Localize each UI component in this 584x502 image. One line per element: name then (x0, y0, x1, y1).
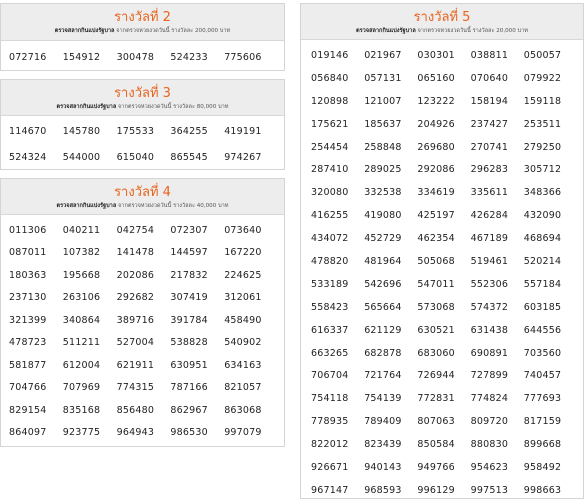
prize-number: 279250 (523, 141, 562, 153)
prize-number: 511211 (62, 337, 101, 349)
prize-number: 864097 (9, 427, 47, 439)
prize-2-sub-text: จากตรวจหวยงวดวันนี้ รางวัลละ 200,000 บาท (116, 28, 231, 34)
prize-3-numbers (1, 116, 284, 170)
prize-number: 141478 (116, 247, 155, 259)
prize-number: 552306 (470, 278, 509, 290)
prize-number: 237130 (9, 292, 47, 304)
prize-3-sub-text: จากตรวจหวยงวดวันนี้ รางวัลละ 80,000 บาท (118, 104, 229, 110)
prize-3-sub-bold: ตรวจสลากกินแบ่งรัฐบาล (56, 104, 117, 110)
prize-number: 727899 (470, 370, 509, 382)
prize-2-subtitle (1, 27, 284, 39)
prize-number: 253511 (523, 118, 562, 130)
prize-number: 468694 (523, 233, 562, 245)
prize-4-subtitle (1, 202, 284, 214)
prize-number: 519461 (470, 255, 509, 267)
prize-number: 478723 (9, 337, 47, 349)
prize-number: 320080 (311, 187, 349, 199)
prize-number: 334619 (417, 187, 455, 199)
prize-number: 087011 (9, 247, 47, 259)
prize-number: 419191 (224, 125, 262, 137)
prize-number: 954623 (470, 461, 509, 473)
prize-number: 185637 (364, 118, 402, 130)
prize-number: 425197 (417, 210, 455, 222)
prize-number: 774824 (470, 393, 509, 405)
prize-number: 621911 (116, 359, 155, 371)
prize-number: 740457 (523, 370, 562, 382)
prize-number: 565664 (364, 301, 402, 313)
prize-number: 986530 (170, 427, 208, 439)
prize-number: 774315 (116, 382, 155, 394)
prize-number: 432090 (523, 210, 562, 222)
prize-number: 967147 (311, 484, 349, 496)
prize-number: 998663 (523, 484, 562, 496)
prize-number: 120898 (311, 95, 349, 107)
prize-number: 021967 (364, 49, 402, 61)
prize-number: 269680 (417, 141, 455, 153)
prize-number: 778935 (311, 416, 349, 428)
prize-number: 335611 (470, 187, 509, 199)
prize-number: 524233 (170, 51, 208, 63)
prize-number: 754139 (364, 393, 402, 405)
prize-number: 682878 (364, 347, 402, 359)
prize-number: 520214 (523, 255, 562, 267)
prize-number: 540902 (224, 337, 262, 349)
prize-5-sub-bold: ตรวจสลากกินแบ่งรัฐบาล (356, 28, 416, 34)
prize-number: 072307 (170, 224, 208, 236)
prize-number: 721764 (364, 370, 402, 382)
prize-number: 348366 (523, 187, 562, 199)
prize-number: 631438 (470, 324, 509, 336)
prize-5-panel (300, 3, 584, 499)
prize-number: 505068 (417, 255, 455, 267)
prize-number: 019146 (311, 49, 349, 61)
prize-number: 899668 (523, 439, 562, 451)
prize-number: 574372 (470, 301, 509, 313)
prize-4-header (1, 179, 284, 215)
prize-number: 312061 (224, 292, 262, 304)
prize-number: 663265 (311, 347, 349, 359)
prize-number: 462354 (417, 233, 455, 245)
prize-3-title: รางวัลที่ 3 (114, 86, 171, 101)
prize-number: 175621 (311, 118, 349, 130)
prize-number: 707969 (62, 382, 101, 394)
prize-number: 175533 (116, 125, 155, 137)
prize-5-title: รางวัลที่ 5 (413, 10, 471, 25)
prize-number: 042754 (116, 224, 155, 236)
prize-number: 968593 (364, 484, 402, 496)
prize-number: 630521 (417, 324, 455, 336)
prize-number: 703560 (523, 347, 562, 359)
prize-number: 538828 (170, 337, 208, 349)
prize-number: 557184 (523, 278, 562, 290)
prize-number: 558423 (311, 301, 349, 313)
prize-number: 683060 (417, 347, 455, 359)
prize-number: 880830 (470, 439, 509, 451)
prize-number: 332538 (364, 187, 402, 199)
prize-number: 287410 (311, 164, 349, 176)
prize-number: 533189 (311, 278, 349, 290)
prize-number: 964943 (116, 427, 155, 439)
prize-number: 706704 (311, 370, 349, 382)
prize-number: 612004 (62, 359, 101, 371)
prize-number: 321399 (9, 314, 47, 326)
prize-number: 263106 (62, 292, 101, 304)
prize-number: 145780 (62, 125, 101, 137)
prize-2-sub-bold: ตรวจสลากกินแบ่งรัฐบาล (54, 28, 115, 34)
prize-2-header (1, 4, 284, 41)
prize-number: 524324 (9, 151, 47, 163)
prize-number: 389716 (116, 314, 155, 326)
prize-number: 789409 (364, 416, 402, 428)
prize-number: 573068 (417, 301, 455, 313)
prize-2-numbers (1, 41, 284, 73)
prize-number: 996129 (417, 484, 455, 496)
prize-number: 340864 (62, 314, 101, 326)
prize-number: 603185 (523, 301, 562, 313)
prize-number: 107382 (62, 247, 101, 259)
prize-number: 204926 (417, 118, 455, 130)
prize-number: 040211 (62, 224, 101, 236)
prize-number: 974267 (224, 151, 262, 163)
prize-number: 809720 (470, 416, 509, 428)
prize-5-sub-text: จากตรวจหวยงวดวันนี้ รางวัลละ 20,000 บาท (417, 28, 528, 34)
prize-5-subtitle (301, 27, 583, 39)
prize-number: 467189 (470, 233, 509, 245)
prize-number: 434072 (311, 233, 349, 245)
prize-number: 030301 (417, 49, 455, 61)
prize-number: 949766 (417, 461, 455, 473)
prize-number: 180363 (9, 269, 47, 281)
prize-number: 754118 (311, 393, 349, 405)
prize-4-title: รางวัลที่ 4 (114, 185, 171, 200)
prize-number: 195668 (62, 269, 101, 281)
prize-number: 527004 (116, 337, 155, 349)
prize-number: 289025 (364, 164, 402, 176)
prize-number: 726944 (417, 370, 455, 382)
prize-number: 615040 (116, 151, 155, 163)
prize-number: 829154 (9, 404, 47, 416)
prize-number: 300478 (116, 51, 155, 63)
prize-5-numbers (301, 40, 583, 502)
prize-number: 823439 (364, 439, 402, 451)
prize-number: 296283 (470, 164, 509, 176)
prize-number: 458490 (224, 314, 262, 326)
prize-number: 581877 (9, 359, 47, 371)
prize-number: 997513 (470, 484, 509, 496)
prize-number: 254454 (311, 141, 349, 153)
prize-number: 690891 (470, 347, 509, 359)
prize-number: 630951 (170, 359, 208, 371)
prize-number: 777693 (523, 393, 562, 405)
prize-number: 305712 (523, 164, 562, 176)
prize-number: 644556 (523, 324, 562, 336)
prize-4-numbers (1, 215, 284, 444)
prize-number: 452729 (364, 233, 402, 245)
prize-number: 038811 (470, 49, 509, 61)
prize-number: 544000 (62, 151, 101, 163)
prize-number: 073640 (224, 224, 262, 236)
prize-3-subtitle (1, 103, 284, 115)
prize-number: 481964 (364, 255, 402, 267)
prize-number: 616337 (311, 324, 349, 336)
prize-number: 123222 (417, 95, 455, 107)
prize-number: 391784 (170, 314, 208, 326)
prize-number: 011306 (9, 224, 47, 236)
prize-number: 926671 (311, 461, 349, 473)
prize-number: 270741 (470, 141, 509, 153)
prize-number: 158194 (470, 95, 509, 107)
prize-number: 217832 (170, 269, 208, 281)
prize-number: 057131 (364, 72, 402, 84)
prize-number: 704766 (9, 382, 47, 394)
prize-number: 958492 (523, 461, 562, 473)
prize-number: 224625 (224, 269, 262, 281)
prize-number: 634163 (224, 359, 262, 371)
prize-number: 835168 (62, 404, 101, 416)
prize-4-panel (0, 178, 285, 447)
prize-number: 079922 (523, 72, 562, 84)
prize-number: 863068 (224, 404, 262, 416)
prize-number: 292682 (116, 292, 155, 304)
prize-3-header (1, 80, 284, 116)
prize-number: 775606 (224, 51, 262, 63)
prize-number: 307419 (170, 292, 208, 304)
prize-number: 416255 (311, 210, 349, 222)
prize-number: 154912 (62, 51, 101, 63)
prize-number: 072716 (9, 51, 47, 63)
prize-number: 121007 (364, 95, 402, 107)
prize-number: 258848 (364, 141, 402, 153)
prize-number: 237427 (470, 118, 509, 130)
prize-number: 772831 (417, 393, 455, 405)
prize-4-sub-text: จากตรวจหวยงวดวันนี้ รางวัลละ 40,000 บาท (118, 203, 229, 209)
prize-3-panel (0, 79, 285, 170)
prize-number: 419080 (364, 210, 402, 222)
prize-number: 856480 (116, 404, 155, 416)
prize-5-header (301, 4, 583, 40)
prize-number: 997079 (224, 427, 262, 439)
prize-number: 822012 (311, 439, 349, 451)
prize-number: 817159 (523, 416, 562, 428)
prize-number: 850584 (417, 439, 455, 451)
prize-number: 070640 (470, 72, 509, 84)
prize-number: 542696 (364, 278, 402, 290)
prize-2-title: รางวัลที่ 2 (114, 10, 171, 25)
prize-number: 050057 (523, 49, 562, 61)
prize-number: 865545 (170, 151, 208, 163)
prize-number: 923775 (62, 427, 101, 439)
prize-number: 114670 (9, 125, 47, 137)
prize-number: 056840 (311, 72, 349, 84)
prize-number: 167220 (224, 247, 262, 259)
prize-number: 807063 (417, 416, 455, 428)
prize-number: 821057 (224, 382, 262, 394)
prize-number: 292086 (417, 164, 455, 176)
prize-4-sub-bold: ตรวจสลากกินแบ่งรัฐบาล (56, 203, 117, 209)
prize-number: 621129 (364, 324, 402, 336)
prize-number: 159118 (523, 95, 562, 107)
prize-number: 862967 (170, 404, 208, 416)
prize-number: 787166 (170, 382, 208, 394)
prize-number: 426284 (470, 210, 509, 222)
prize-number: 940143 (364, 461, 402, 473)
prize-number: 202086 (116, 269, 155, 281)
prize-number: 478820 (311, 255, 349, 267)
prize-2-panel (0, 3, 285, 71)
prize-number: 364255 (170, 125, 208, 137)
prize-number: 144597 (170, 247, 208, 259)
prize-number: 065160 (417, 72, 455, 84)
prize-number: 547011 (417, 278, 455, 290)
